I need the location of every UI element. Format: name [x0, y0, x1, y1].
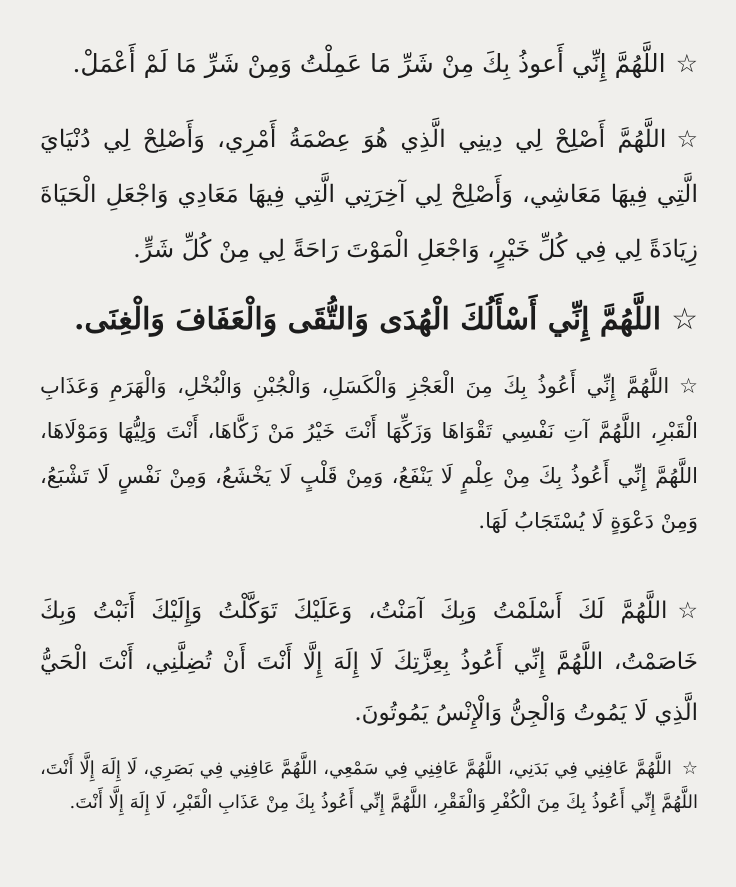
dua-paragraph [40, 112, 698, 277]
star-icon: ☆ [676, 125, 698, 153]
dua-text: اللَّهُمَّ إِنِّي أَعوذُ بِكَ مِنْ شَرِّ مَا عَمِلْتُ وَمِنْ شَرِّ مَا لَمْ أَعْمَلْ. [72, 49, 666, 78]
star-icon: ☆ [681, 758, 698, 779]
dua-paragraph [40, 40, 698, 88]
dua-text: اللَّهُمَّ إِنِّي أَسْأَلُكَ الْهُدَى وَالتُّقَى وَالْعَفَافَ وَالْغِنَى. [73, 302, 662, 337]
dua-paragraph [40, 364, 698, 544]
dua-paragraph [40, 752, 698, 820]
star-icon: ☆ [679, 374, 698, 398]
dua-paragraph [40, 290, 698, 350]
dua-text: اللَّهُمَّ أَصْلِحْ لِي دِينِي الَّذِي هُوَ عِصْمَةُ أَمْرِي، وَأَصْلِحْ لِي دُنْيَايَ الَّتِي فِيهَا مَعَاشِي، وَأَصْلِحْ لِي آخِرَتِي الَّتِي فِيهَا مَعَادِي وَاجْعَلِ الْحَيَاةَ زِيَادَةً لِي فِي كُلِّ خَيْرٍ، وَاجْعَلِ الْمَوْتَ رَاحَةً لِي مِنْ كُلِّ شَرٍّ. [40, 125, 698, 263]
star-icon: ☆ [671, 302, 698, 337]
star-icon: ☆ [675, 49, 698, 78]
dua-paragraph [40, 586, 698, 739]
dua-text: اللَّهُمَّ إِنِّي أَعُوذُ بِكَ مِنَ الْعَجْزِ وَالْكَسَلِ، وَالْجُبْنِ وَالْبُخْلِ، وَالْهَرَمِ وَعَذَابِ الْقَبْرِ، اللَّهُمَّ آتِ نَفْسِي تَقْوَاهَا وَزَكِّهَا أَنْتَ خَيْرُ مَنْ زَكَّاهَا، أَنْتَ وَلِيُّهَا وَمَوْلَاهَا، اللَّهُمَّ إِنِّي أَعُوذُ بِكَ مِنْ عِلْمٍ لَا يَنْفَعُ، وَمِنْ قَلْبٍ لَا يَخْشَعُ، وَمِنْ نَفْسٍ لَا تَشْبَعُ، وَمِنْ دَعْوَةٍ لَا يُسْتَجَابُ لَهَا. [40, 374, 698, 533]
star-icon: ☆ [677, 598, 698, 624]
dua-text: اللَّهُمَّ عَافِنِي فِي بَدَنِي، اللَّهُمَّ عَافِنِي فِي سَمْعِي، اللَّهُمَّ عَافِنِي فِي بَصَرِي، لَا إِلَهَ إِلَّا أَنْتَ، اللَّهُمَّ إِنِّي أَعُوذُ بِكَ مِنَ الْكُفْرِ وَالْفَقْرِ، اللَّهُمَّ إِنِّي أَعُوذُ بِكَ مِنْ عَذَابِ الْقَبْرِ، لَا إِلَهَ إِلَّا أَنْتَ. [40, 758, 698, 813]
dua-text: اللَّهُمَّ لَكَ أَسْلَمْتُ وَبِكَ آمَنْتُ، وَعَلَيْكَ تَوَكَّلْتُ وَإِلَيْكَ أَنَبْتُ وَبِكَ خَاصَمْتُ، اللَّهُمَّ إِنِّي أَعُوذُ بِعِزَّتِكَ لَا إِلَهَ إِلَّا أَنْتَ أَنْ تُضِلَّنِي، أَنْتَ الْحَيُّ الَّذِي لَا يَمُوتُ وَالْجِنُّ وَالْإِنْسُ يَمُوتُونَ. [40, 598, 698, 726]
